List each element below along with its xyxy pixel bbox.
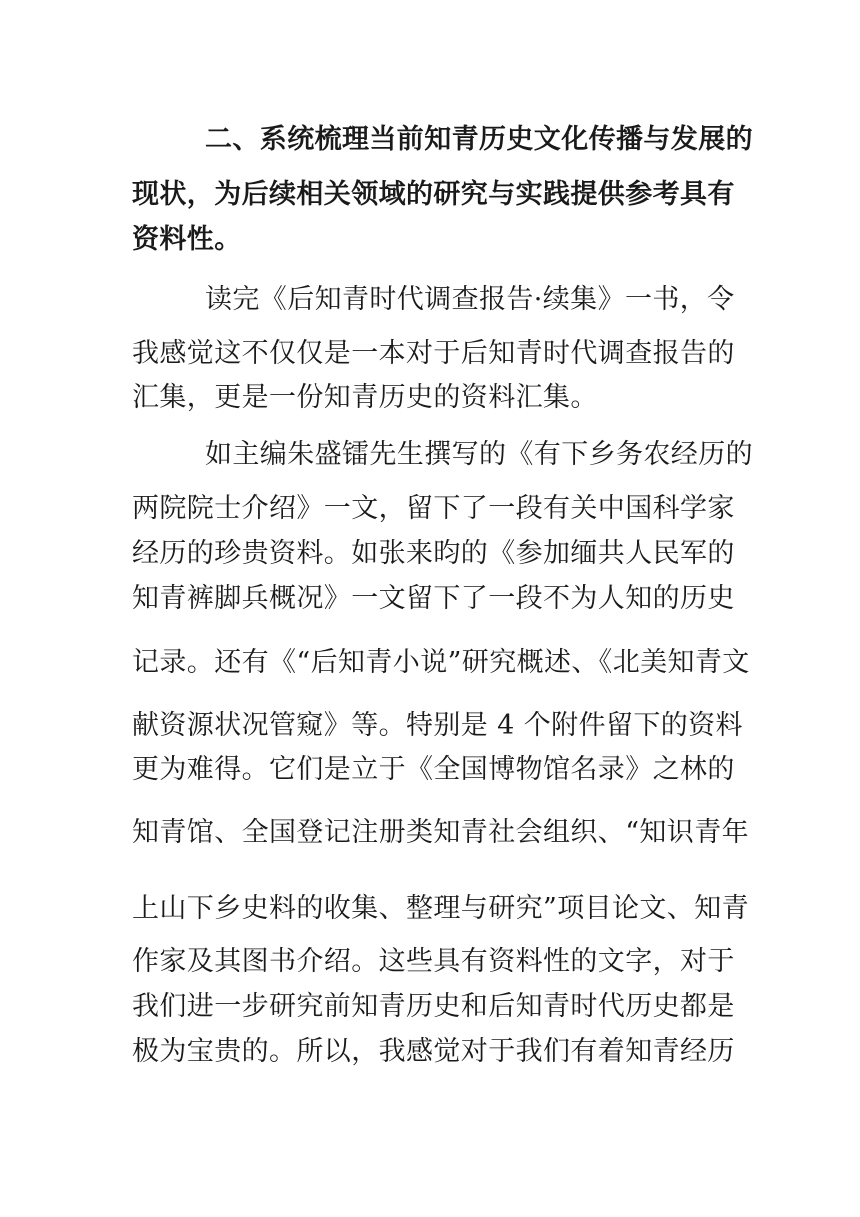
paragraph2-line-5: 记录。还有《“后知青小说”研究概述、《北美知青文: [132, 647, 750, 678]
paragraph2-line-7: 更为难得。它们是立于《全国博物馆名录》之林的: [132, 754, 735, 785]
paragraph2-line-11: 我们进一步研究前知青历史和后知青时代历史都是: [132, 991, 735, 1022]
paragraph2-line-2: 两院院士介绍》一文，留下了一段有关中国科学家: [132, 493, 735, 524]
paragraph2-line-4: 知青裤脚兵概况》一文留下了一段不为人知的历史: [132, 583, 735, 614]
paragraph2-line-6: 献资源状况管窥》等。特别是 4 个附件留下的资料: [132, 710, 743, 741]
paragraph2-line-9: 上山下乡史料的收集、整理与研究”项目论文、知青: [132, 893, 750, 924]
paragraph2-line-8: 知青馆、全国登记注册类知青社会组织、“知识青年: [132, 817, 750, 848]
heading-line-2: 现状，为后续相关领域的研究与实践提供参考具有: [132, 179, 735, 210]
heading-line-1: 二、系统梳理当前知青历史文化传播与发展的: [205, 124, 753, 155]
paragraph2-line-10: 作家及其图书介绍。这些具有资料性的文字，对于: [132, 946, 735, 977]
paragraph2-line-1: 如主编朱盛镭先生撰写的《有下乡务农经历的: [205, 439, 753, 470]
paragraph1-line-2: 我感觉这不仅仅是一本对于后知青时代调查报告的: [132, 338, 735, 369]
paragraph2-line-3: 经历的珍贵资料。如张来昀的《参加缅共人民军的: [132, 538, 735, 569]
paragraph1-line-3: 汇集，更是一份知青历史的资料汇集。: [132, 382, 598, 413]
paragraph2-line-12: 极为宝贵的。所以，我感觉对于我们有着知青经历: [132, 1036, 735, 1067]
heading-line-3: 资料性。: [132, 224, 242, 255]
paragraph1-line-1: 读完《后知青时代调查报告·续集》一书，令: [205, 284, 735, 315]
